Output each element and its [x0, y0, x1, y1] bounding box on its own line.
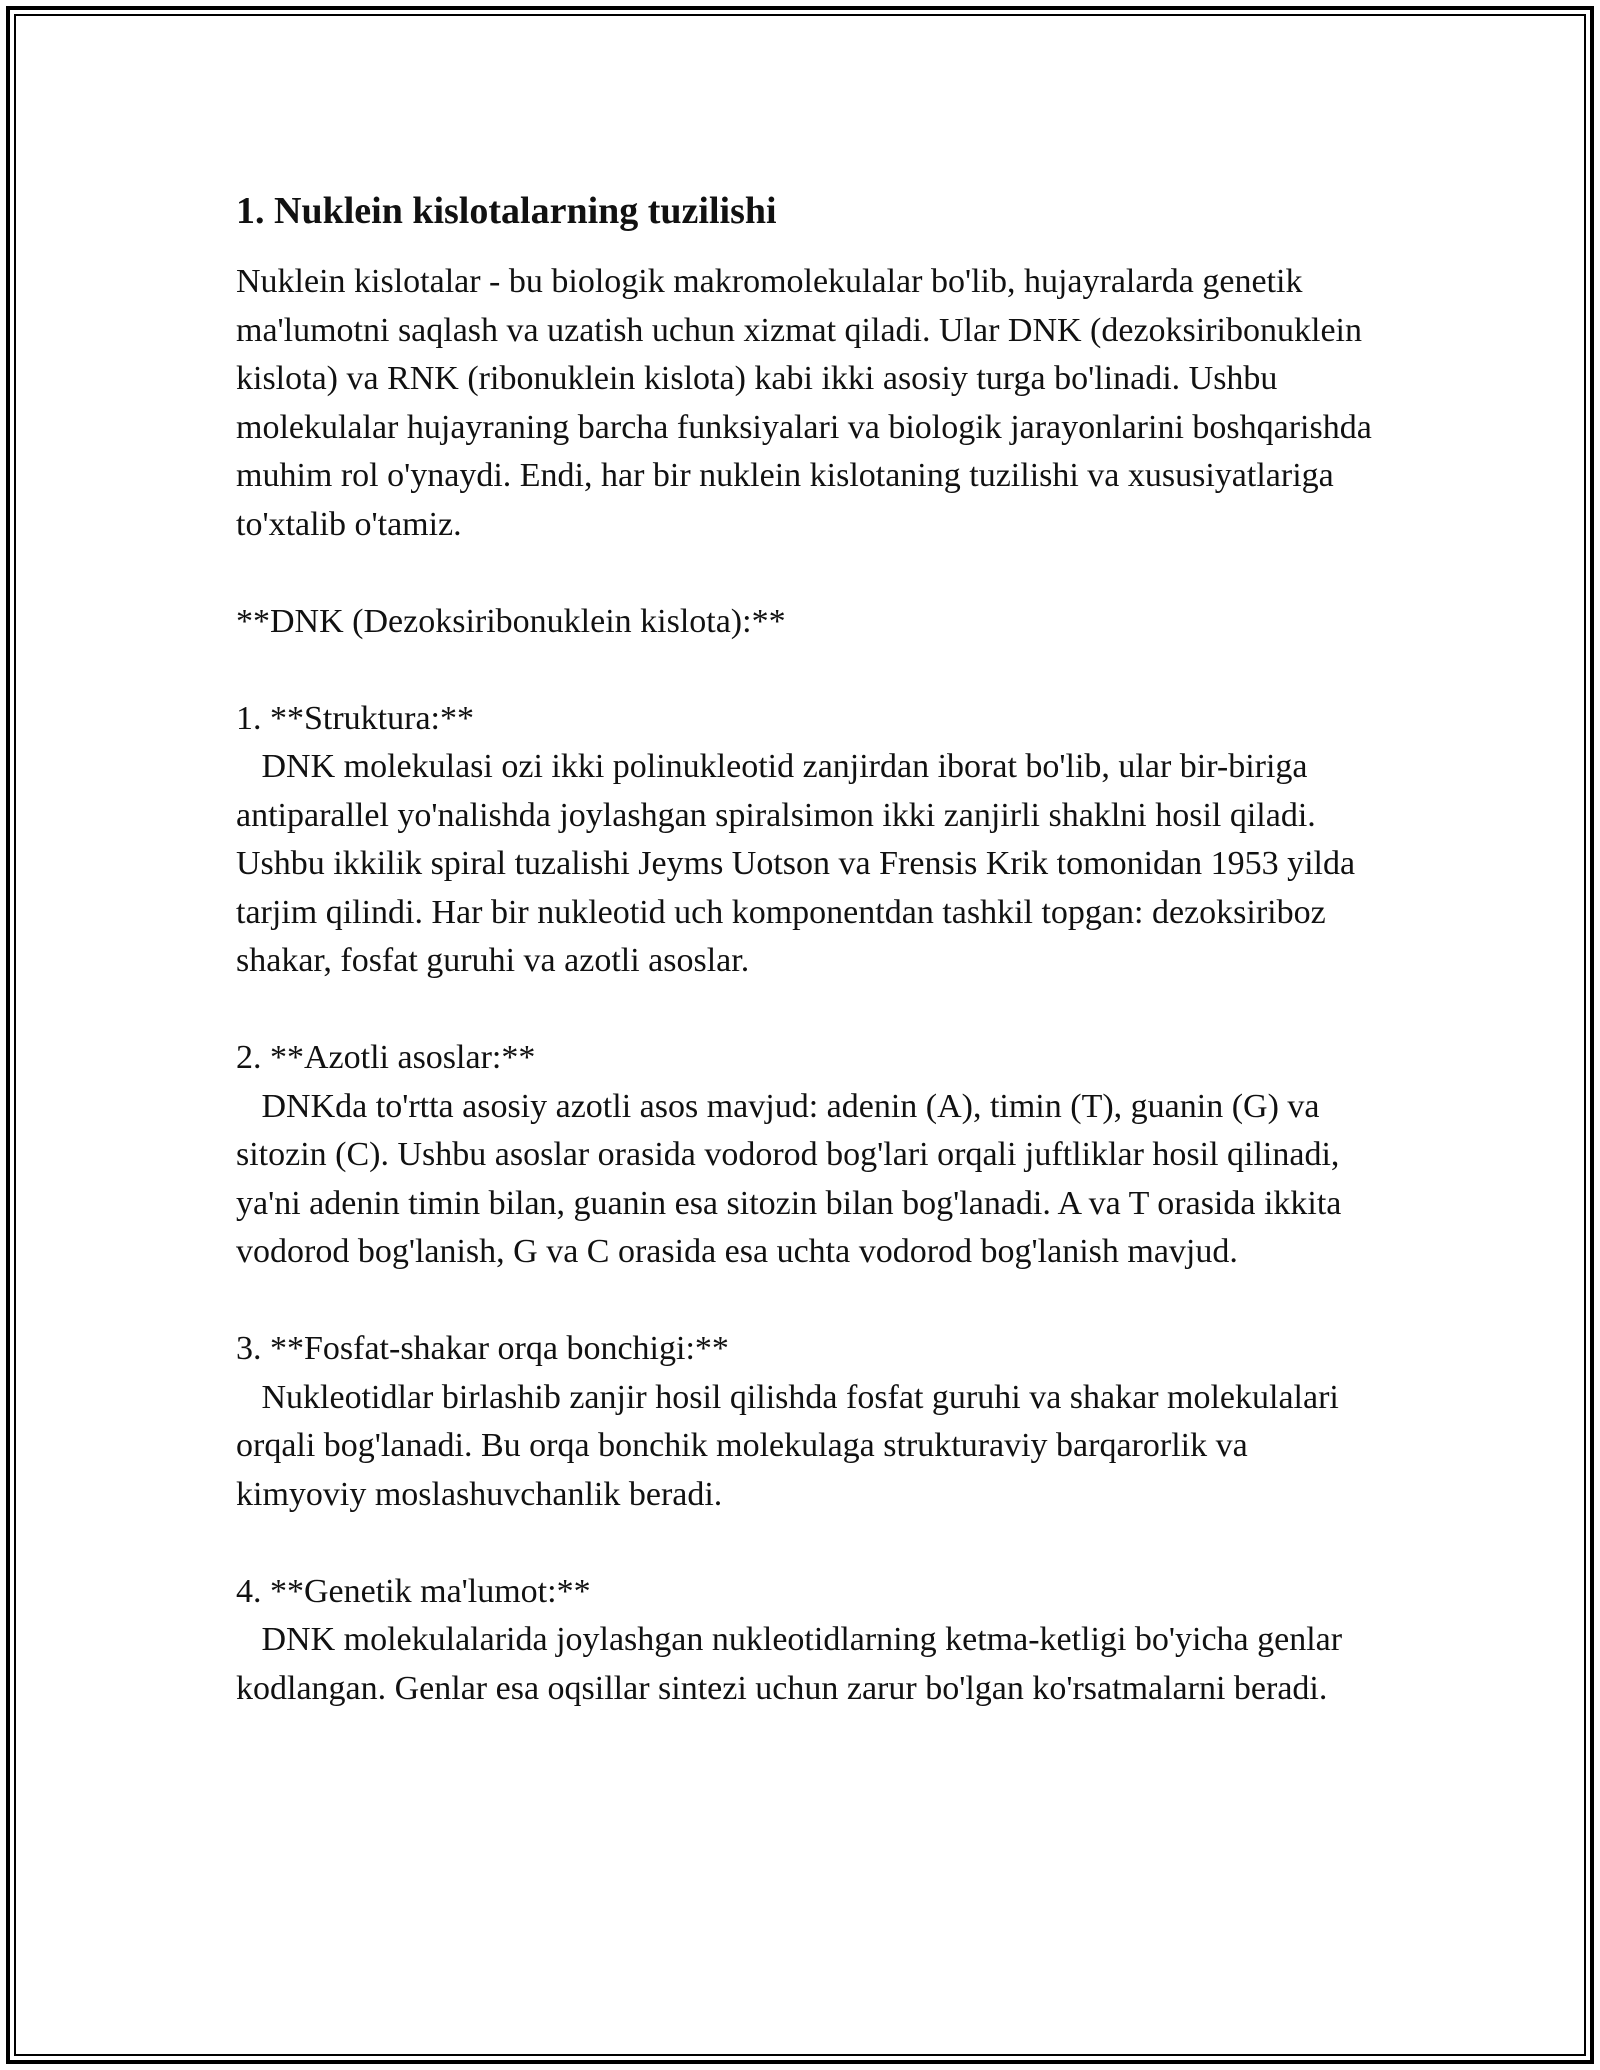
section-body-text: Nuklein kislotalar - bu biologik makromolekulalar bo'lib, hujayralarda genetik ma'lumotni saqlash va uzatish uchun xizmat qiladi. Ular DNK (dezoksiribonuklein kislota) va RNK (ribonuklein kislota) kabi ikki asosiy turga bo'linadi. Ushbu molekulalar hujayraning barcha funksiyalari va biologik jarayonlarini boshqarishda muhim rol o'ynaydi. Endi, har bir nuklein kislotaning tuzilishi va xususiyatlariga to'xtalib o'tamiz. **DNK (Dezoksiribonuklein kislota):** 1. **Struktura:** DNK molekulasi ozi ikki polinukleotid zanjirdan iborat bo'lib, ular bir-biriga antiparallel yo'nalishda joylashgan spiralsimon ikki zanjirli shaklni hosil qiladi. Ushbu ikkilik spiral tuzalishi Jeyms Uotson va Frensis Krik tomonidan 1953 yilda tarjim qilindi. Har bir nukleotid uch komponentdan tashkil topgan: dezoksiriboz shakar, fosfat guruhi va azotli asoslar. 2. **Azotli asoslar:** DNKda to'rtta asosiy azotli asos mavjud: adenin (A), timin (T), guanin (G) va sitozin (C). Ushbu asoslar orasida vodorod bog'lari orqali juftliklar hosil qilinadi, ya'ni adenin timin bilan, guanin esa sitozin bilan bog'lanadi. A va T orasida ikkita vodorod bog'lanish, G va C orasida esa uchta vodorod bog'lanish mavjud. 3. **Fosfat-shakar orqa bonchigi:** Nukleotidlar birlashib zanjir hosil qilishda fosfat guruhi va shakar molekulalari orqali bog'lanadi. Bu orqa bonchik molekulaga strukturaviy barqarorlik va kimyoviy moslashuvchanlik beradi. 4. **Genetik ma'lumot:** DNK molekulalarida joylashgan nukleotidlarning ketma-ketligi bo'yicha genlar kodlangan. Genlar esa oqsillar sintezi uchun zarur bo'lgan ko'rsatmalarni beradi.	[236, 263, 1372, 1707]
document-content	[236, 186, 1376, 1713]
section-heading: 1. Nuklein kislotalarning tuzilishi	[236, 190, 777, 232]
